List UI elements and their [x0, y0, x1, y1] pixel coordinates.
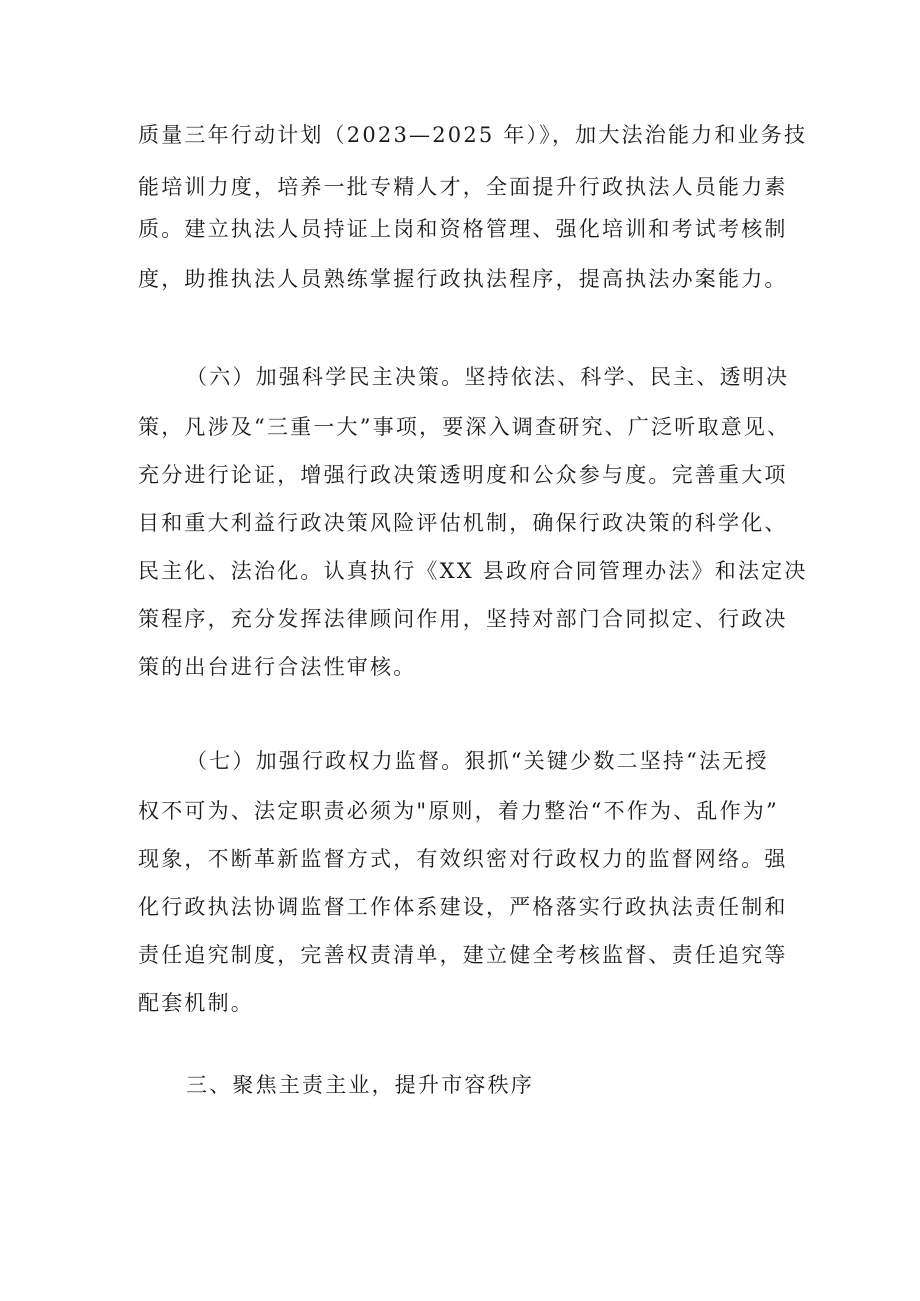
text-line: 民主化、法治化。认真执行《XX 县政府合同管理办法》和法定决 [138, 559, 808, 583]
text-line: 策的出台进行合法性审核。 [138, 655, 417, 679]
section-heading: 三、聚焦主责主业，提升市容秩序 [186, 1073, 534, 1097]
text-line: 目和重大利益行政决策风险评估机制，确保行政决策的科学化、 [138, 511, 788, 535]
text-line: 能培训力度，培养一批专精人才，全面提升行政执法人员能力素 [138, 175, 788, 199]
text-line: 权不可为、法定职责必须为"原则，着力整治“不作为、乱作为” [138, 799, 779, 823]
text-line: 责任追究制度，完善权责清单，建立健全考核监督、责任追究等 [138, 943, 788, 967]
text-line: （六）加强科学民主决策。坚持依法、科学、民主、透明决 [186, 365, 790, 389]
text-line: 充分进行论证，增强行政决策透明度和公众参与度。完善重大项 [138, 463, 788, 487]
text-line: 配套机制。 [138, 991, 254, 1015]
text-line: 现象，不断革新监督方式，有效织密对行政权力的监督网络。强 [138, 847, 788, 871]
text-line: 质。建立执法人员持证上岗和资格管理、强化培训和考试考核制 [138, 217, 788, 241]
text-line: 化行政执法协调监督工作体系建设，严格落实行政执法责任制和 [138, 895, 788, 919]
text-line: 度，助推执法人员熟练掌握行政执法程序，提高执法办案能力。 [138, 267, 788, 291]
text-line: 策，凡涉及“三重一大”事项，要深入调查研究、广泛听取意见、 [138, 415, 791, 439]
text-line: 策程序，充分发挥法律顾问作用，坚持对部门合同拟定、行政决 [138, 607, 788, 631]
text-line: （七）加强行政权力监督。狠抓“关键少数二坚持“法无授 [186, 749, 769, 773]
text-line: 质量三年行动计划（2023—2025 年）》，加大法治能力和业务技 [138, 123, 808, 147]
